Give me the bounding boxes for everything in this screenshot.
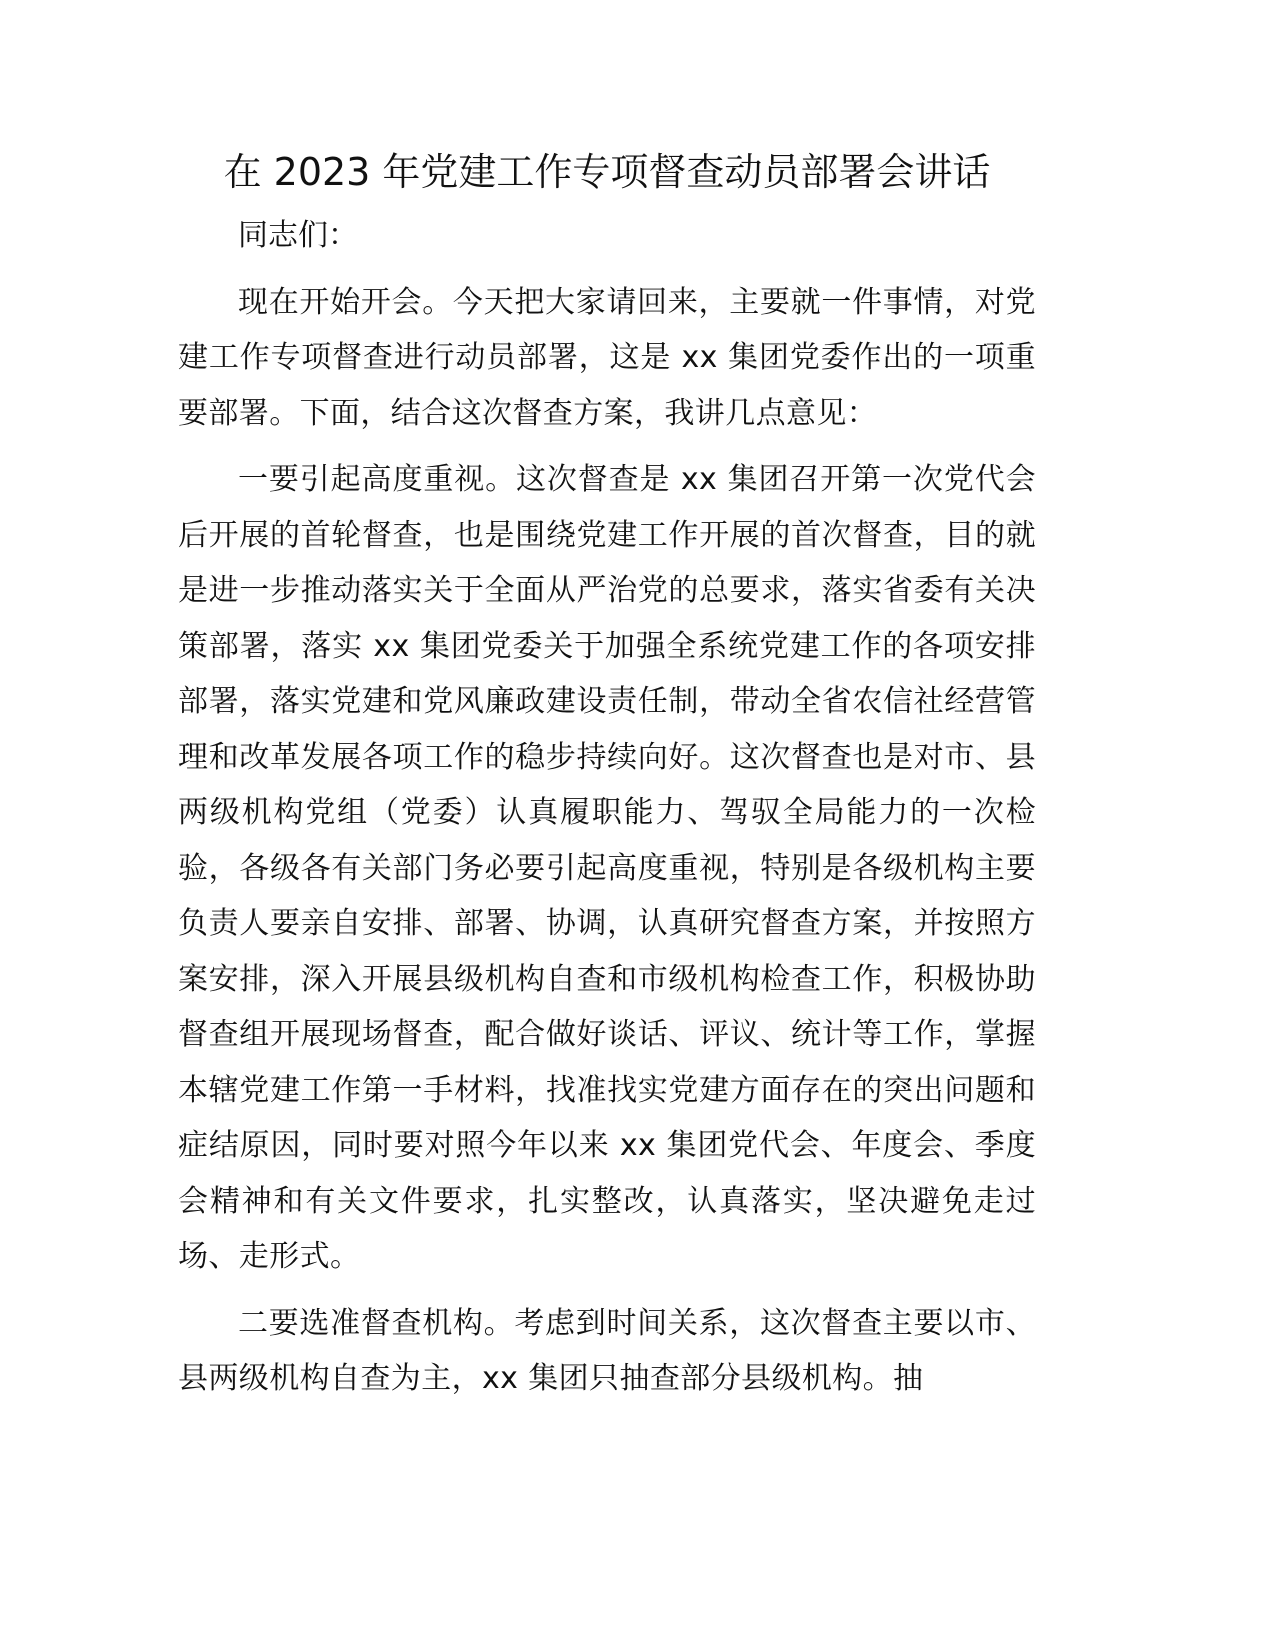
paragraph-opening: 现在开始开会。今天把大家请回来，主要就一件事情，对党建工作专项督查进行动员部署，这是 xx 集团党委作出的一项重要部署。下面，结合这次督查方案，我讲几点意见： [178,284,1036,431]
paragraph-point-one: 一要引起高度重视。这次督查是 xx 集团召开第一次党代会后开展的首轮督查，也是围绕党建工作开展的首次督查，目的就是进一步推动落实关于全面从严治党的总要求，落实省委有关决策部署，落实 xx 集团党委关于加强全系统党建工作的各项安排部署，落实党建和党风廉政建设责任制，带动全省农信社经营管理和改革发展各项工作的稳步持续向好。这次督查也是对市、县两级机构党组（党委）认真履职能力、驾驭全局能力的一次检验，各级各有关部门务必要引起高度重视，特别是各级机构主要负责人要亲自安排、部署、协调，认真研究督查方案，并按照方案安排，深入开展县级机构自查和市级机构检查工作，积极协助督查组开展现场督查，配合做好谈话、评议、统计等工作，掌握本辖党建工作第一手材料，找准找实党建方面存在的突出问题和症结原因，同时要对照今年以来 xx 集团党代会、年度会、季度会精神和有关文件要求，扎实整改，认真落实，坚决避免走过场、走形式。 [178,462,1036,1274]
document-page [178,140,1036,1418]
document-title: 在 2023 年党建工作专项督查动员部署会讲话 [223,150,991,194]
salutation: 同志们： [238,218,358,253]
paragraph-point-two: 二要选准督查机构。考虑到时间关系，这次督查主要以市、县两级机构自查为主，xx 集团只抽查部分县级机构。抽 [178,1305,1036,1396]
